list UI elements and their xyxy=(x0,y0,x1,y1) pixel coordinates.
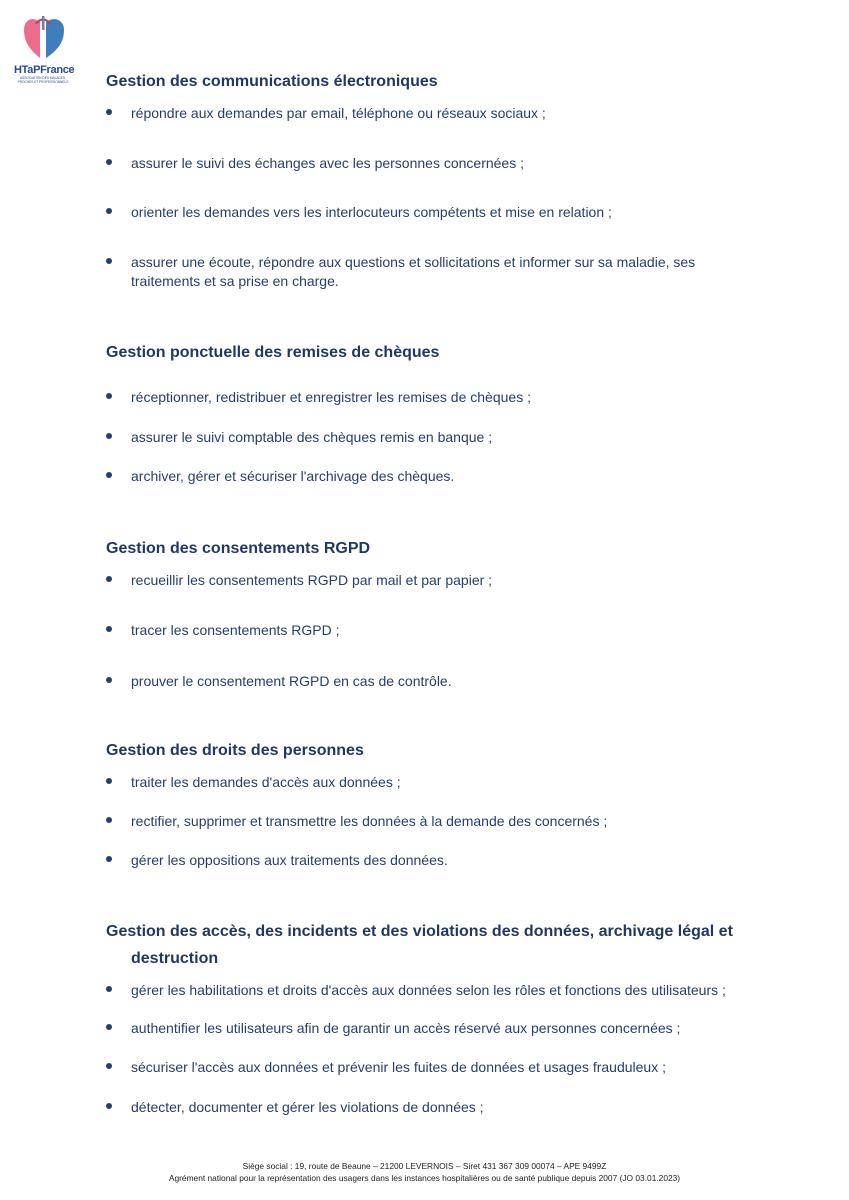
bullet-icon xyxy=(106,576,112,582)
logo-name: HTaPFrance xyxy=(14,64,75,76)
section-heading-continuation: destruction xyxy=(131,950,219,967)
footer-accreditation: Agrément national pour la représentation des usagers dans les instances hospitalières ou de santé publique depuis 2007 (JO 03.01.2023) xyxy=(168,1173,681,1183)
bullet-icon xyxy=(106,1063,112,1069)
section-heading: Gestion des communications électroniques xyxy=(106,73,438,90)
section-heading: Gestion des accès, des incidents et des violations des données, archivage légal et xyxy=(106,923,733,940)
bullet-icon xyxy=(106,258,112,264)
bullet-icon xyxy=(106,986,112,992)
bullet-icon xyxy=(106,677,112,683)
bullet-icon xyxy=(106,1024,112,1030)
footer-address: Siège social : 19, route de Beaune – 21200 LEVERNOIS – Siret 431 367 309 00074 – APE 9499Z xyxy=(242,1161,607,1171)
association-logo xyxy=(14,14,75,86)
bullet-icon xyxy=(106,208,112,214)
section-heading: Gestion des droits des personnes xyxy=(106,742,364,759)
bullet-icon xyxy=(106,472,112,478)
lungs-heart-icon xyxy=(14,14,72,64)
bullet-icon xyxy=(106,817,112,823)
section-heading: Gestion ponctuelle des remises de chèques xyxy=(106,344,440,361)
section-heading: Gestion des consentements RGPD xyxy=(106,540,371,557)
bullet-icon xyxy=(106,159,112,165)
logo-tagline: ASSOCIATION DES MALADES, PROCHES ET PROFESSIONNELS xyxy=(17,76,69,84)
bullet-icon xyxy=(106,856,112,862)
bullet-icon xyxy=(106,626,112,632)
bullet-icon xyxy=(106,109,112,115)
bullet-icon xyxy=(106,1103,112,1109)
bullet-icon xyxy=(106,393,112,399)
bullet-icon xyxy=(106,433,112,439)
bullet-icon xyxy=(106,778,112,784)
